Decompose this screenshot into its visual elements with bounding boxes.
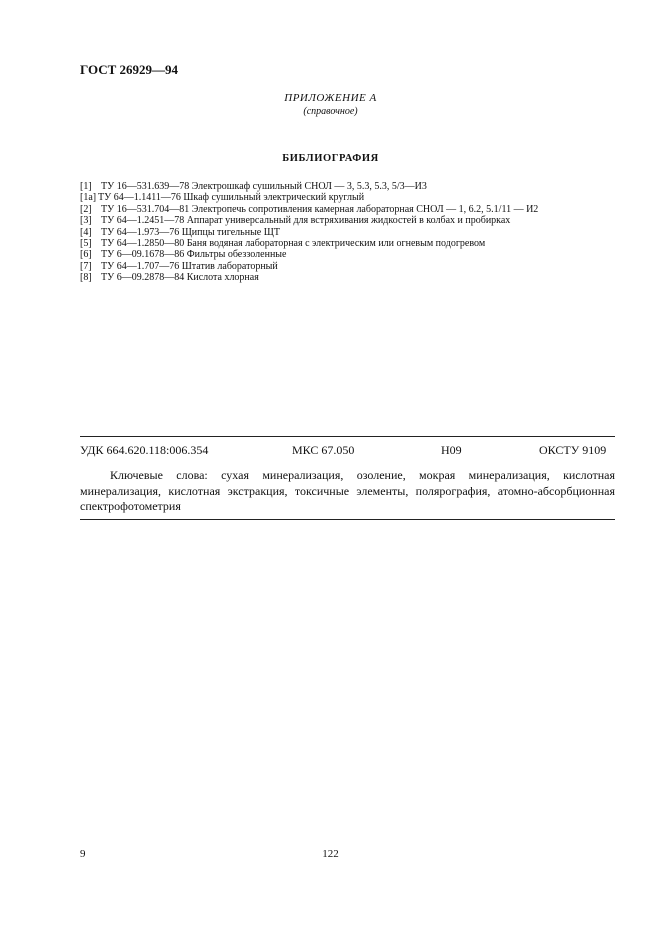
bibliography-item-text: ТУ 64—1.707—76 Штатив лабораторный [101,260,278,272]
bibliography-item-number: [7] [80,260,92,272]
bibliography-item-text: ТУ 64—1.2850—80 Баня водяная лабораторная с электрическим или огневым подогревом [101,238,486,250]
bibliography-item [80,215,600,226]
bibliography-item [80,249,600,260]
bibliography-item [80,227,600,238]
bibliography-item-text: ТУ 6—09.1678—86 Фильтры обеззоленные [101,249,287,261]
udk-code: УДК 664.620.118:006.354 [80,443,209,457]
bottom-divider [80,519,615,520]
appendix-subtitle: (справочное) [303,106,358,117]
bibliography-item [80,204,600,215]
category-code: Н09 [441,443,462,457]
bibliography-item-text: ТУ 16—531.639—78 Электрошкаф сушильный СНОЛ — 3, 5.3, 5.3, 5/3—И3 [101,181,427,192]
document-standard-number: ГОСТ 26929—94 [80,62,179,77]
bibliography-item-number: [2] [80,203,92,215]
bibliography-item-number: [5] [80,238,92,250]
bibliography-item-text: ТУ 64—1.1411—76 Шкаф сушильный электрический круглый [98,192,365,204]
page-number: 122 [322,848,339,860]
top-divider [80,436,615,437]
bibliography-item [80,238,600,249]
bibliography-list [80,181,600,284]
mks-code: МКС 67.050 [292,443,355,457]
bibliography-title: БИБЛИОГРАФИЯ [282,153,379,164]
bibliography-item-text: ТУ 16—531.704—81 Электропечь сопротивления камерная лабораторная СНОЛ — 1, 6.2, 5.1/11 — И2 [101,203,539,215]
bibliography-item-text: ТУ 64—1.973—76 Щипцы тигельные ЩТ [101,226,280,238]
bibliography-item-number: [8] [80,272,92,284]
bibliography-item [80,192,600,203]
bibliography-item-text: ТУ 6—09.2878—84 Кислота хлорная [101,272,259,284]
keywords-text: Ключевые слова: сухая минерализация, озоление, мокрая минерализация, кислотная минерализация, кислотная экстракция, токсичные элементы, полярография, атомно-абсорбционная спектрофотометрия [80,468,615,513]
bibliography-item-number: [1] [80,181,92,192]
appendix-title: ПРИЛОЖЕНИЕ А [284,92,377,104]
bibliography-item-number: [3] [80,215,92,227]
bibliography-item-number: [6] [80,249,92,261]
bibliography-item [80,261,600,272]
bibliography-item-number: [1а] [80,192,97,204]
keywords-paragraph [80,468,615,515]
bibliography-item-number: [4] [80,226,92,238]
okstu-code: ОКСТУ 9109 [539,443,607,457]
footer-left-number: 9 [80,848,86,860]
bibliography-item-text: ТУ 64—1.2451—78 Аппарат универсальный для встряхивания жидкостей в колбах и пробирках [101,215,511,227]
bibliography-item [80,181,600,192]
bibliography-item [80,272,600,283]
